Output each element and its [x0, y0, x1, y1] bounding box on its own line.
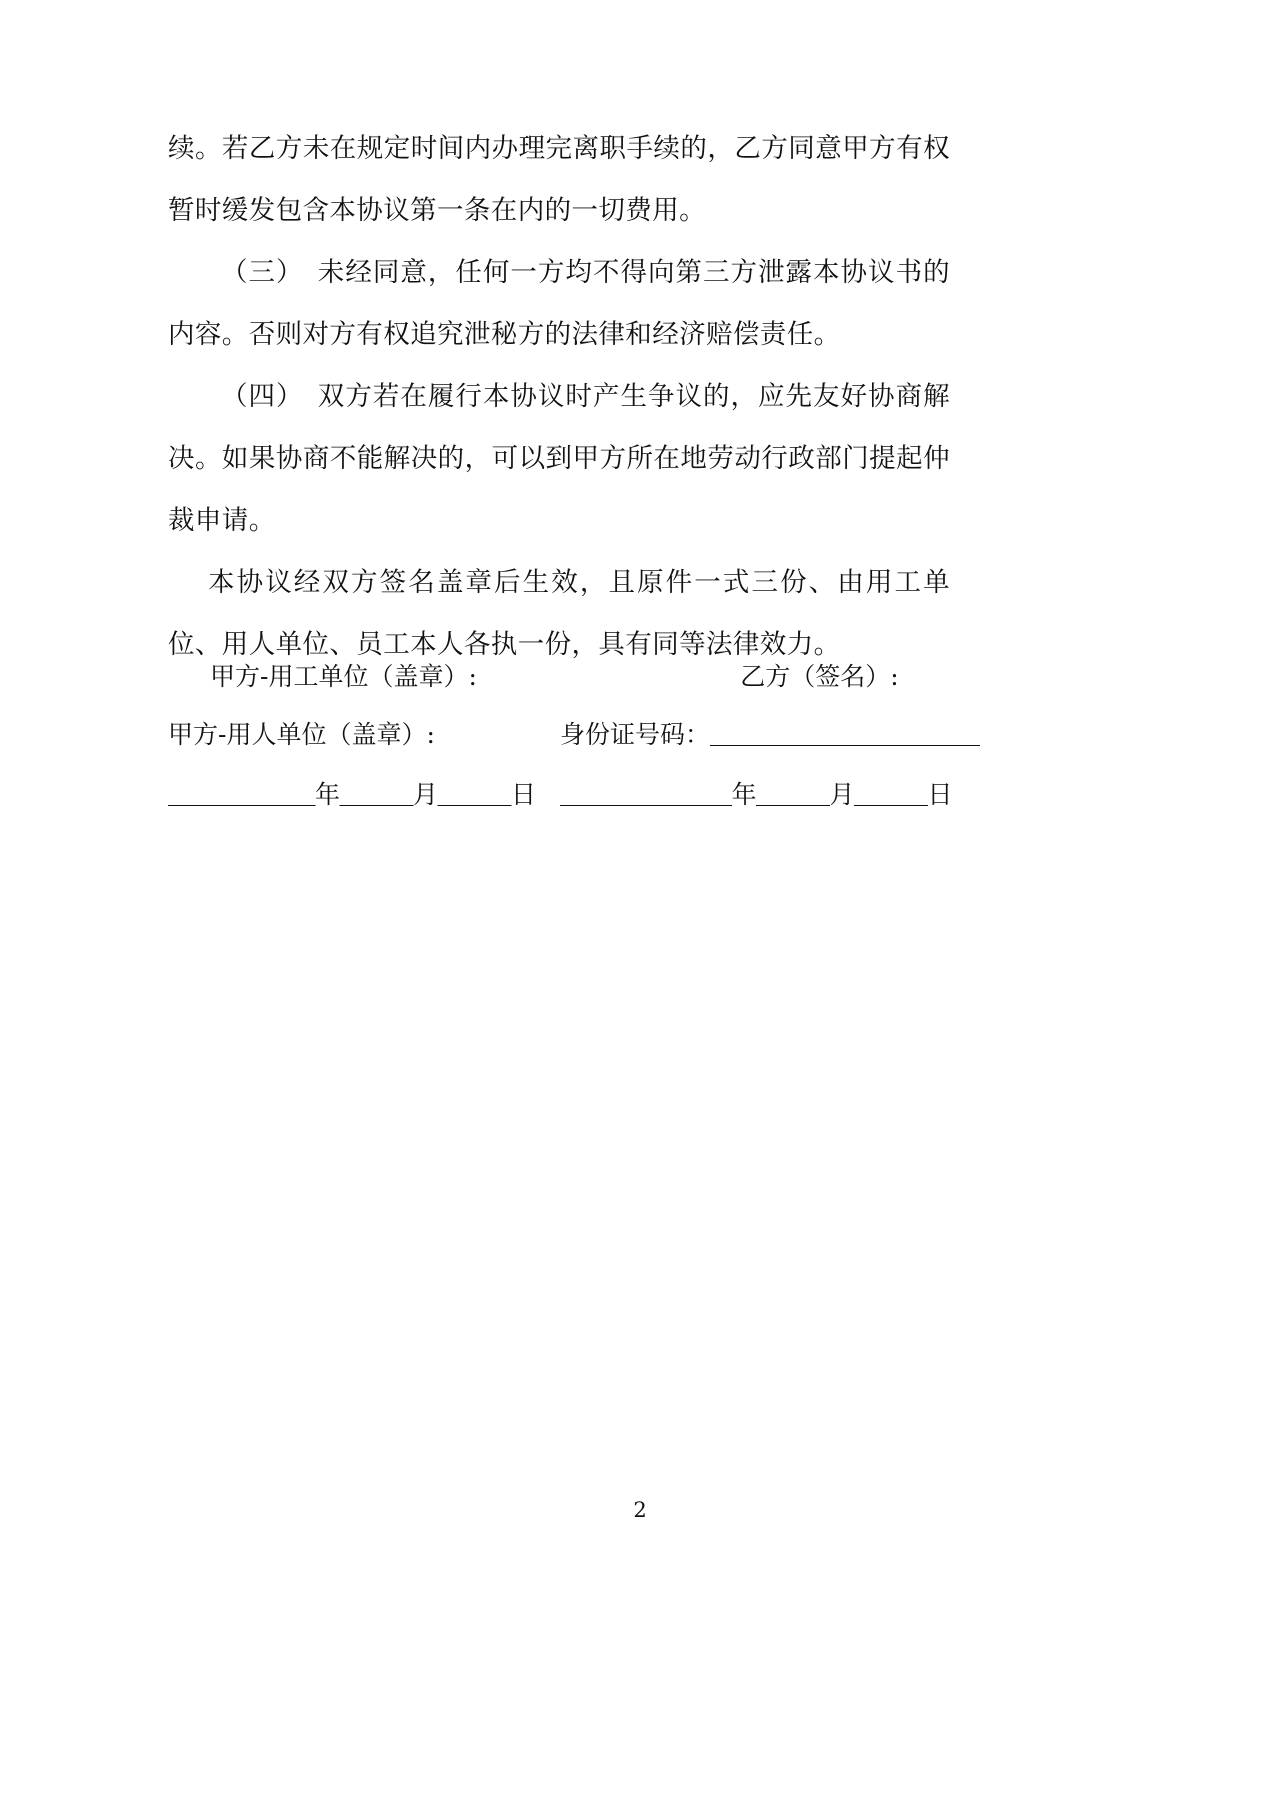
paragraph-effectiveness: 本协议经双方签名盖章后生效，且原件一式三份、由用工单位、用人单位、员工本人各执一份，具有同等法律效力。 — [168, 567, 950, 660]
document-body — [168, 118, 950, 676]
signature-row-dates — [168, 766, 958, 824]
field-id-number — [560, 706, 980, 764]
label-party-a-employing-unit-seal: 甲方-用人单位（盖章）: — [168, 720, 435, 749]
paragraph-continuation: 续。若乙方未在规定时间内办理完离职手续的，乙方同意甲方有权暂时缓发包含本协议第一条在内的一切费用。 — [168, 133, 950, 226]
signature-row-party-a-employing-unit — [168, 706, 980, 764]
page-number: 2 — [633, 1498, 647, 1522]
signature-block — [168, 648, 980, 824]
label-party-b-signature: 乙方（签名）: — [740, 662, 899, 691]
paragraph-clause-three: （三） 未经同意，任何一方均不得向第三方泄露本协议书的内容。否则对方有权追究泄秘方的法律和经济赔偿责任。 — [168, 257, 950, 350]
label-party-a-employer-seal: 甲方-用工单位（盖章）: — [210, 662, 477, 691]
date-line-party-a: ＿＿＿＿＿＿年＿＿＿月＿＿＿日 — [168, 780, 536, 809]
label-id-number: 身份证号码： — [560, 720, 711, 749]
date-line-party-b: ＿＿＿＿＿＿＿年＿＿＿月＿＿＿日 — [560, 780, 953, 809]
blank-id-number: ＿＿＿＿＿＿＿＿＿＿＿ — [710, 720, 980, 749]
signature-row-party-a-employer — [168, 648, 958, 706]
paragraph-clause-four: （四） 双方若在履行本协议时产生争议的，应先友好协商解决。如果协商不能解决的，可以到甲方所在地劳动行政部门提起仲裁申请。 — [168, 381, 950, 536]
